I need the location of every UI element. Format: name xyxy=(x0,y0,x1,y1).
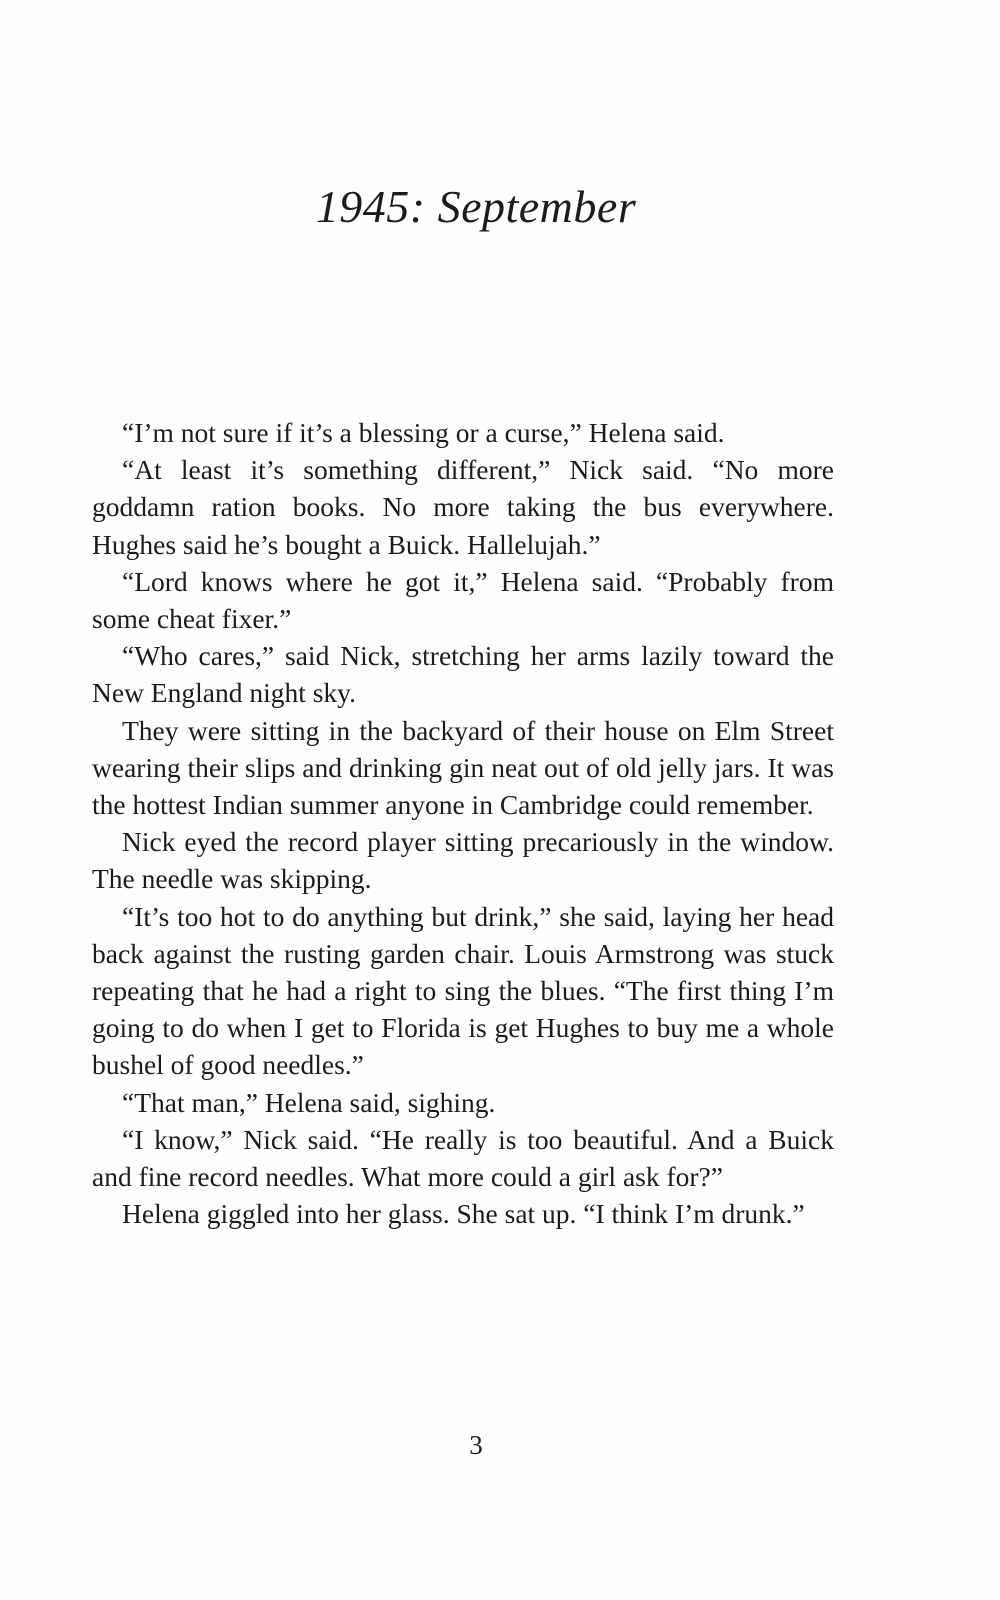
paragraph: Nick eyed the record player sitting precariously in the window. The needle was skipping. xyxy=(92,826,834,895)
page-number: 3 xyxy=(469,1430,483,1460)
chapter-title: 1945: September xyxy=(315,181,637,232)
body-text xyxy=(92,414,834,1232)
paragraph: “At least it’s something different,” Nick said. “No more goddamn ration books. No more taking the bus everywhere. Hughes said he’s bought a Buick. Hallelujah.” xyxy=(92,454,834,560)
paragraph: “That man,” Helena said, sighing. xyxy=(122,1086,496,1118)
paragraph: “It’s too hot to do anything but drink,” she said, laying her head back against the rusting garden chair. Louis Armstrong was stuck repeating that he had a right to sing the blues. “The first thing I’m going to do when I get to Florida is get Hughes to buy me a whole bushel of good needles.” xyxy=(92,900,834,1081)
paragraph: They were sitting in the backyard of their house on Elm Street wearing their slips and drinking gin neat out of old jelly jars. It was the hottest Indian summer anyone in Cambridge could remember. xyxy=(92,714,834,821)
paragraph: “Who cares,” said Nick, stretching her arms lazily toward the New England night sky. xyxy=(92,640,834,709)
paragraph: “Lord knows where he got it,” Helena said. “Probably from some cheat fixer.” xyxy=(92,565,834,635)
paragraph: “I’m not sure if it’s a blessing or a curse,” Helena said. xyxy=(122,417,725,448)
paragraph: Helena giggled into her glass. She sat up. “I think I’m drunk.” xyxy=(122,1198,805,1230)
paragraph: “I know,” Nick said. “He really is too beautiful. And a Buick and fine record needles. What more could a girl ask for?” xyxy=(92,1123,834,1193)
